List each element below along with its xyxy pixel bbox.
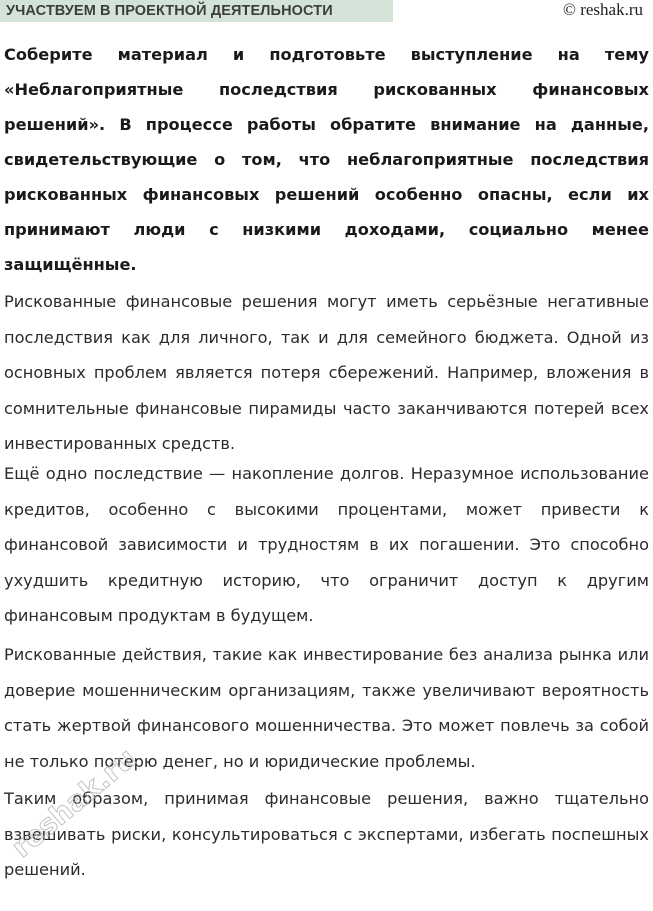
section-header bbox=[0, 0, 393, 22]
task-text: Соберите материал и подготовьте выступление на тему «Неблагоприятные последствия рискованных финансовых решений». В процессе работы обратите внимание на данные, свидетельствующие о том, что неблагоприятные последствия рискованных финансовых решений особенно опасны, если их принимают люди с низкими доходами, социально менее защищённые. bbox=[4, 45, 649, 274]
diagonal-watermark-text: reshak.ru bbox=[5, 741, 143, 864]
answer-paragraph-3: Рискованные действия, такие как инвестирование без анализа рынка или доверие мошенническим организациям, также увеличивают вероятность стать жертвой финансового мошенничества. Это может повлечь за собой не только потерю денег, но и юридические проблемы. bbox=[4, 645, 649, 771]
answer-paragraph-4: Таким образом, принимая финансовые решения, важно тщательно взвешивать риски, консультироваться с экспертами, избегать поспешных решений. bbox=[4, 789, 649, 879]
answer-paragraph-1: Рискованные финансовые решения могут иметь серьёзные негативные последствия как для личного, так и для семейного бюджета. Одной из основных проблем является потеря сбережений. Например, вложения в сомнительные финансовые пирамиды часто заканчиваются потерей всех инвестированных средств. bbox=[4, 292, 649, 453]
section-label: УЧАСТВУЕМ В ПРОЕКТНОЙ ДЕЯТЕЛЬНОСТИ bbox=[6, 3, 333, 19]
site-watermark: © reshak.ru bbox=[563, 0, 643, 19]
answer-paragraph-2: Ещё одно последствие — накопление долгов. Неразумное использование кредитов, особенно с высокими процентами, может привести к финансовой зависимости и трудностям в их погашении. Это способно ухудшить кредитную историю, что ограничит доступ к другим финансовым продуктам в будущем. bbox=[4, 464, 649, 625]
